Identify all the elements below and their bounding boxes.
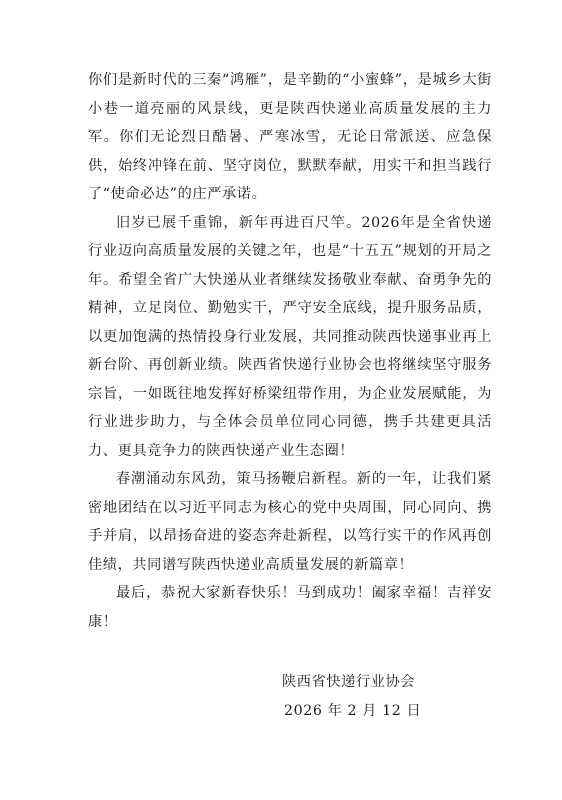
paragraph-call-to-action: 春潮涌动东风劲，策马扬鞭启新程。新的一年，让我们紧密地团结在以习近平同志为核心的党中央周围，同心同向、携手并肩，以昂扬奋进的姿态奔赴新程，以笃行实干的作风再创佳绩，共同谱写陕西快递业高质量发展的新篇章！ xyxy=(88,471,492,573)
signature-date: 2026 年 2 月 12 日 xyxy=(284,702,422,719)
paragraph-new-year-hopes: 旧岁已展千重锦，新年再进百尺竿。2026年是全省快递行业迈向高质量发展的关键之年，也是“十五五”规划的开局之年。希望全省广大快递从业者继续发扬敬业奉献、奋勇争先的精神，立足岗位、勤勉实干，严守安全底线，提升服务品质，以更加饱满的热情投身行业发展，共同推动陕西快递事业再上新台阶、再创新业绩。陕西省快递行业协会也将继续坚守服务宗旨，一如既往地发挥好桥梁纽带作用，为企业发展赋能，为行业进步助力，与全体会员单位同心同德，携手共建更具活力、更具竞争力的陕西快递产业生态圈！ xyxy=(88,214,492,459)
signature-organization: 陕西省快递行业协会 xyxy=(282,674,416,690)
paragraph-closing-wishes: 最后，恭祝大家新春快乐！马到成功！阖家幸福！吉祥安康！ xyxy=(88,585,492,630)
letter-body xyxy=(88,66,492,636)
paragraph-tribute: 你们是新时代的三秦“鸿雁”，是辛勤的“小蜜蜂”，是城乡大街小巷一道亮丽的风景线，更是陕西快递业高质量发展的主力军。你们无论烈日酷暑、严寒冰雪，无论日常派送、应急保供，始终冲锋在前、坚守岗位，默默奉献，用实干和担当践行了“使命必达”的庄严承诺。 xyxy=(88,72,492,202)
signature-block xyxy=(282,668,421,725)
